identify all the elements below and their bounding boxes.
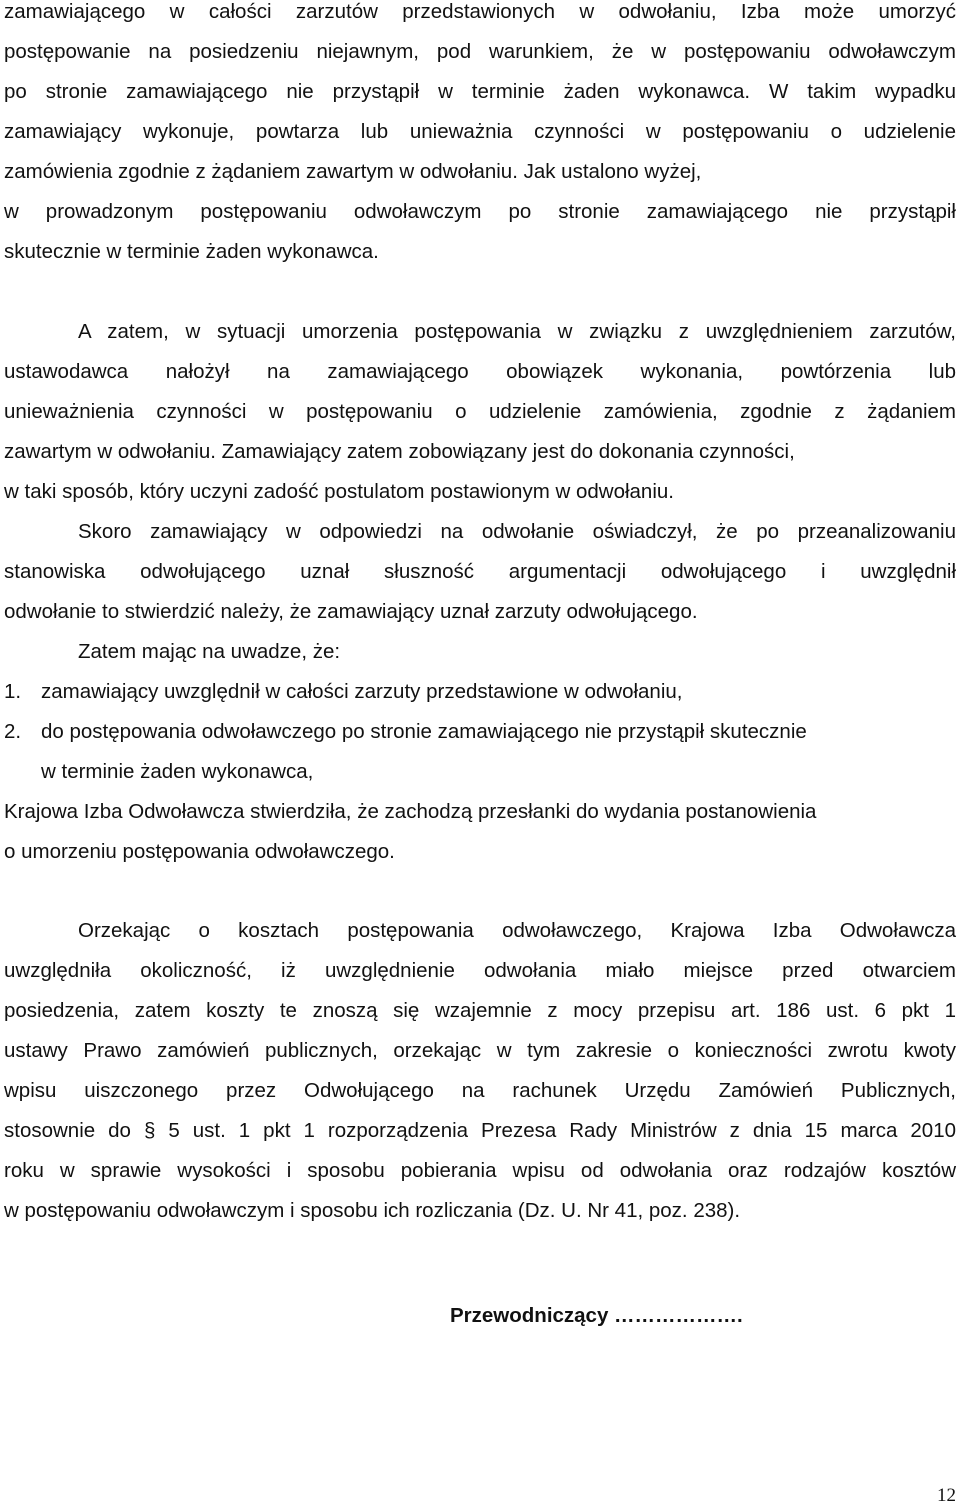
p6-line-4: ustawy Prawo zamówień publicznych, orzekając w tym zakresie o konieczności zwrotu kwoty: [4, 1039, 956, 1062]
paragraph-4: [4, 632, 956, 672]
paragraph-3: [4, 512, 956, 632]
p6-line-2: uwzględniła okoliczność, iż uwzględnienie odwołania miało miejsce przed otwarciem: [4, 959, 956, 982]
paragraph-5: [4, 792, 956, 872]
p5-line-2: o umorzeniu postępowania odwoławczego.: [4, 840, 395, 863]
p1-line-7: skutecznie w terminie żaden wykonawca.: [4, 240, 379, 263]
list-item-2-text-line-2: w terminie żaden wykonawca,: [41, 760, 314, 783]
p3-line-2: stanowiska odwołującego uznał słuszność argumentacji odwołującego i uwzględnił: [4, 560, 956, 583]
list-item-2-number: 2.: [4, 720, 22, 743]
p2-line-5: w taki sposób, który uczyni zadość postulatom postawionym w odwołaniu.: [4, 480, 674, 503]
list-item-1-text: zamawiający uwzględnił w całości zarzuty przedstawione w odwołaniu,: [41, 680, 683, 703]
p6-line-8: w postępowaniu odwoławczym i sposobu ich rozliczania (Dz. U. Nr 41, poz. 238).: [4, 1199, 741, 1222]
paragraph-6: [4, 911, 956, 1231]
list-item-2-text-line-1: do postępowania odwoławczego po stronie zamawiającego nie przystąpił skutecznie: [41, 720, 807, 743]
p6-line-3: posiedzenia, zatem koszty te znoszą się wzajemnie z mocy przepisu art. 186 ust. 6 pkt 1: [4, 999, 956, 1022]
p6-line-7: roku w sprawie wysokości i sposobu pobierania wpisu od odwołania oraz rodzajów kosztów: [4, 1159, 956, 1182]
p1-line-3: po stronie zamawiającego nie przystąpił w terminie żaden wykonawca. W takim wypadku: [4, 80, 956, 103]
p1-line-1: zamawiającego w całości zarzutów przedstawionych w odwołaniu, Izba może umorzyć: [4, 0, 956, 23]
p3-line-3: odwołanie to stwierdzić należy, że zamawiający uznał zarzuty odwołującego.: [4, 600, 698, 623]
p2-line-3: unieważnienia czynności w postępowaniu o udzielenie zamówienia, zgodnie z żądaniem: [4, 400, 956, 423]
p6-line-5: wpisu uiszczonego przez Odwołującego na rachunek Urzędu Zamówień Publicznych,: [4, 1079, 956, 1102]
p2-line-4: zawartym w odwołaniu. Zamawiający zatem zobowiązany jest do dokonania czynności,: [4, 440, 795, 463]
p1-line-6: w prowadzonym postępowaniu odwoławczym po stronie zamawiającego nie przystąpił: [4, 200, 956, 223]
p2-line-2: ustawodawca nałożył na zamawiającego obowiązek wykonania, powtórzenia lub: [4, 360, 956, 383]
p1-line-5: zamówienia zgodnie z żądaniem zawartym w odwołaniu. Jak ustalono wyżej,: [4, 160, 702, 183]
p6-line-6: stosownie do § 5 ust. 1 pkt 1 rozporządzenia Prezesa Rady Ministrów z dnia 15 marca 2010: [4, 1119, 956, 1142]
page-number: 12: [937, 1485, 956, 1506]
paragraph-2: [4, 312, 956, 512]
p3-line-1: Skoro zamawiający w odpowiedzi na odwołanie oświadczył, że po przeanalizowaniu: [78, 520, 956, 543]
p1-line-4: zamawiający wykonuje, powtarza lub unieważnia czynności w postępowaniu o udzielenie: [4, 120, 956, 143]
p1-line-2: postępowanie na posiedzeniu niejawnym, pod warunkiem, że w postępowaniu odwoławczym: [4, 40, 956, 63]
p6-line-1: Orzekając o kosztach postępowania odwoławczego, Krajowa Izba Odwoławcza: [78, 919, 956, 942]
paragraph-1: [4, 0, 956, 272]
chairman-signature: Przewodniczący ……………….: [450, 1304, 743, 1327]
p5-line-1: Krajowa Izba Odwoławcza stwierdziła, że zachodzą przesłanki do wydania postanowienia: [4, 800, 817, 823]
p2-line-1: A zatem, w sytuacji umorzenia postępowania w związku z uwzględnieniem zarzutów,: [78, 320, 956, 343]
list-item-1-number: 1.: [4, 680, 22, 703]
p4-text: Zatem mając na uwadze, że:: [78, 640, 341, 663]
